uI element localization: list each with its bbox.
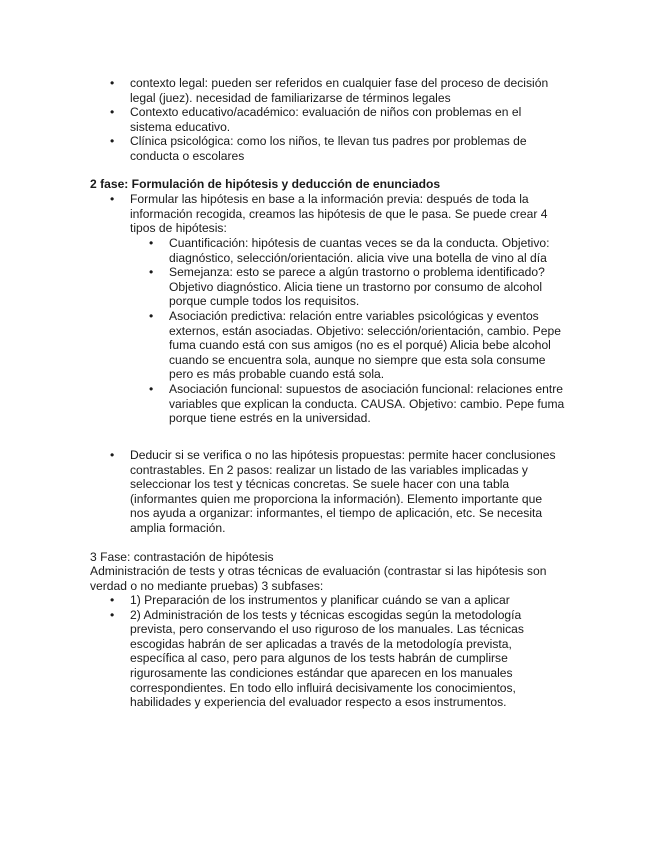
section2-list-2 [110, 448, 560, 536]
sub-list-item [149, 265, 569, 309]
bullet-icon: • [149, 265, 154, 280]
bullet-icon: • [110, 593, 115, 607]
section3-intro: Administración de tests y otras técnicas de evaluación (contrastar si las hipótesis son verdad o no mediante pruebas) 3 subfases: [90, 564, 547, 593]
list-item-text: Deducir si se verifica o no las hipótesis propuestas: permite hacer conclusiones contrastables. En 2 pasos: realizar un listado de las variables implicadas y seleccionar los test y técnicas concretas. Se suele hacer con una tabla (informantes quien me proporciona la información). Elemento importante que nos ayuda a organizar: informantes, el tiempo de aplicación, etc. Se necesita amplia formación. [130, 448, 556, 535]
list-item-text: Contexto educativo/académico: evaluación de niños con problemas en el sistema educativo. [130, 105, 522, 134]
sub-list-item-text: Asociación funcional: supuestos de asociación funcional: relaciones entre variables que explican la conducta. CAUSA. Objetivo: cambio. Pepe fuma porque tiene estrés en la universidad. [169, 381, 565, 426]
list-item-text: 2) Administración de los tests y técnicas escogidas según la metodología prevista, pero conservando el uso riguroso de los manuales. Las técnicas escogidas habrán de ser aplicadas a través de la metodología prevista, específica al caso, pero para algunos de los tests habrán de cumplirse rigurosamente las condiciones estándar que aparecen en los manuales correspondientes. En todo ello influirá decisivamente los conocimientos, habilidades y experiencia del evaluador respecto a esos instrumentos. [130, 607, 524, 710]
section3-heading: 3 Fase: contrastación de hipótesis [90, 550, 274, 564]
list-item-text: Formular las hipótesis en base a la información previa: después de toda la información recogida, creamos las hipótesis de que le pasa. Se puede crear 4 tipos de hipótesis: [130, 192, 548, 236]
section2-list [110, 192, 550, 236]
bullet-icon: • [110, 607, 115, 622]
sub-list-item-text: Cuantificación: hipótesis de cuantas veces se da la conducta. Objetivo: diagnóstico, selección/orientación. alicia vive una botella de vino al día [169, 236, 550, 265]
section2-heading: 2 fase: Formulación de hipótesis y deducción de enunciados [90, 177, 441, 191]
bullet-icon: • [149, 236, 154, 250]
list-item [110, 192, 550, 236]
sub-list-item [149, 309, 569, 382]
bullet-icon: • [110, 76, 115, 90]
list-item [110, 134, 560, 163]
section1-list [110, 76, 560, 164]
list-item [110, 593, 565, 608]
list-item [110, 448, 560, 536]
list-item [110, 76, 560, 105]
list-item-text: 1) Preparación de los instrumentos y planificar cuándo se van a aplicar [130, 593, 510, 607]
list-item-text: Clínica psicológica: como los niños, te llevan tus padres por problemas de conducta o escolares [130, 134, 527, 163]
list-item [110, 608, 565, 710]
list-item-text: contexto legal: pueden ser referidos en cualquier fase del proceso de decisión legal (juez). necesidad de familiarizarse de términos legales [130, 76, 549, 105]
sub-list-item [149, 236, 569, 265]
section3-list [110, 593, 565, 710]
bullet-icon: • [110, 192, 115, 206]
section2-sublist [149, 236, 569, 426]
bullet-icon: • [110, 448, 115, 462]
sub-list-item-text: Asociación predictiva: relación entre variables psicológicas y eventos externos, están asociadas. Objetivo: selección/orientación, cambio. Pepe fuma cuando está con sus amigos (no es el porqué) Alicia bebe alcohol cuando se encuentra sola, aunque no siempre que esta sola consume pero es más probable cuando está sola. [169, 308, 561, 382]
bullet-icon: • [149, 308, 154, 323]
bullet-icon: • [149, 381, 154, 396]
bullet-icon: • [110, 134, 115, 149]
list-item [110, 105, 560, 134]
sub-list-item [149, 382, 569, 426]
sub-list-item-text: Semejanza: esto se parece a algún trastorno o problema identificado? Objetivo diagnóstico. Alicia tiene un trastorno por consumo de alcohol porque cumple todos los requisitos. [169, 265, 545, 309]
bullet-icon: • [110, 105, 115, 120]
